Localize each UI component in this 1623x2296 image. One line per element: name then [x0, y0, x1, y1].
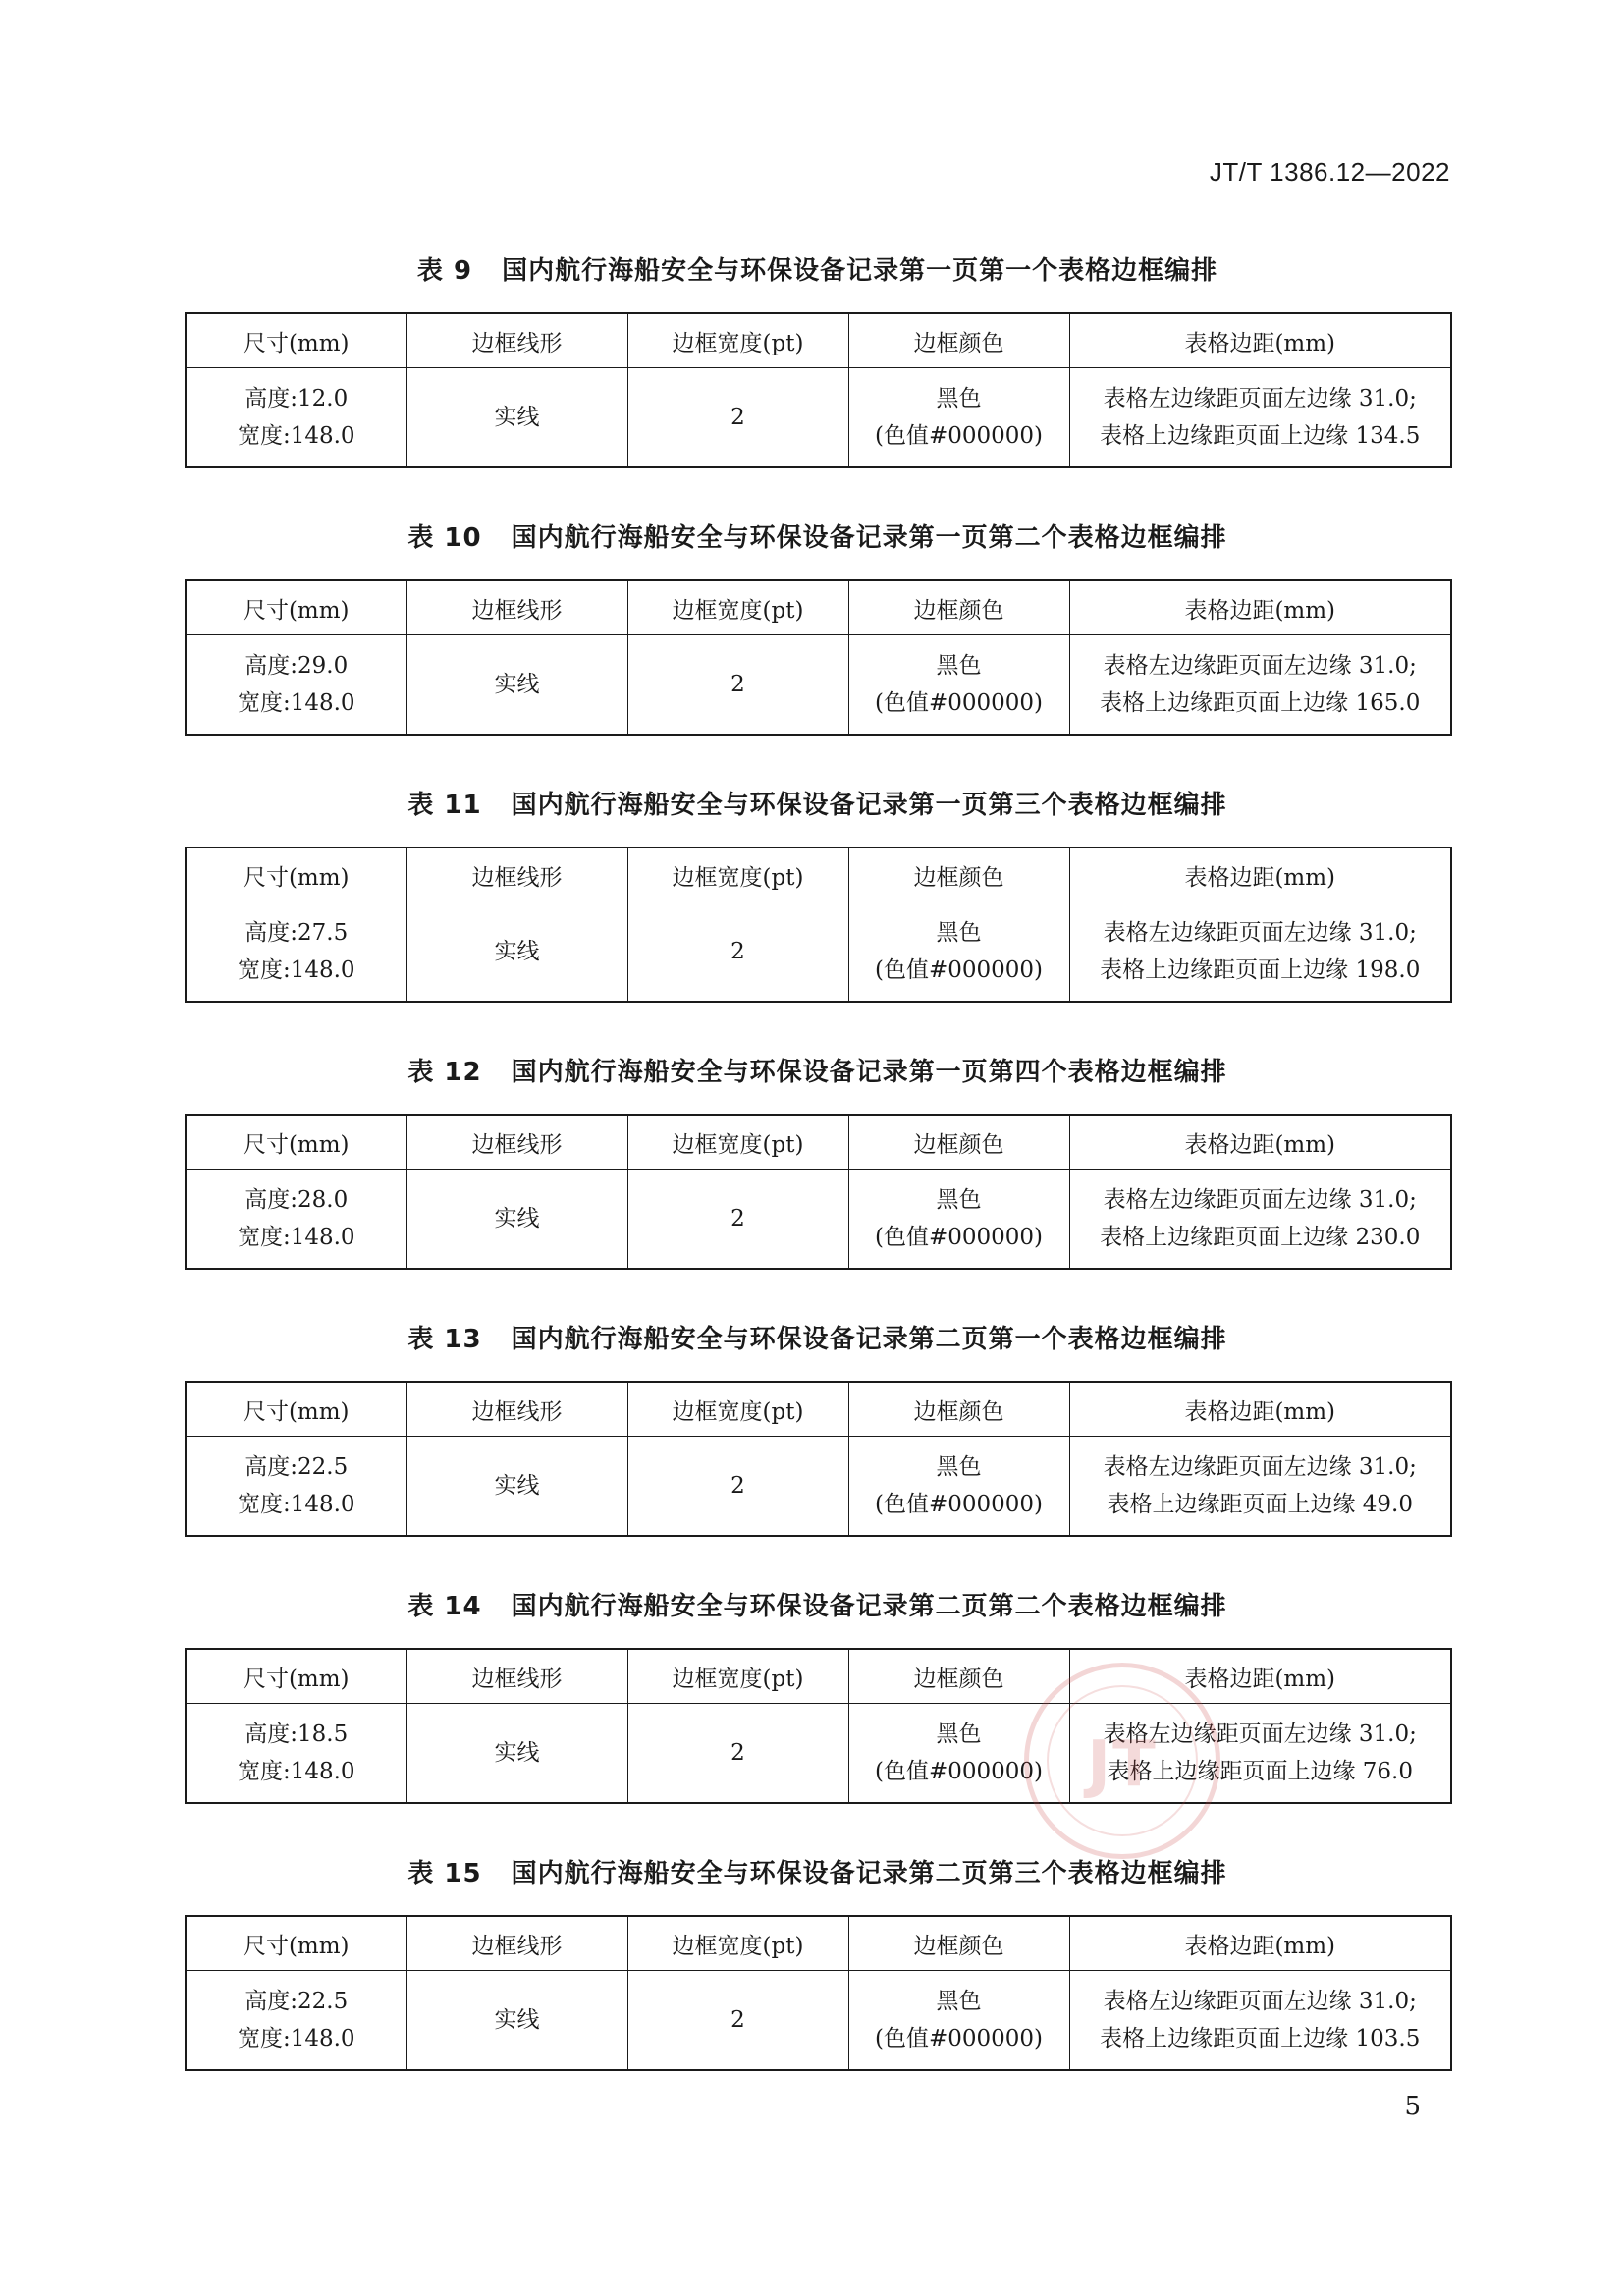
- table-title: 国内航行海船安全与环保设备记录第二页第三个表格边框编排: [511, 1859, 1227, 1888]
- cell-color-value: (色值#000000): [874, 1759, 1044, 1784]
- table-caption: [185, 519, 1450, 558]
- header-margin: 表格边距(mm): [1069, 1649, 1451, 1704]
- table-number: 表 10: [407, 523, 482, 553]
- cell-color: 黑色: [936, 1722, 982, 1747]
- table-number: 表 15: [407, 1859, 482, 1888]
- cell-width: 宽度:148.0: [237, 2026, 355, 2051]
- cell-margin-top: 表格上边缘距页面上边缘 76.0: [1107, 1759, 1414, 1784]
- cell-width: 宽度:148.0: [237, 1225, 355, 1250]
- cell-margin-left: 表格左边缘距页面左边缘 31.0;: [1103, 920, 1417, 946]
- cell-border-color: [848, 1704, 1069, 1804]
- table-caption: [185, 1320, 1450, 1359]
- header-size: 尺寸(mm): [186, 847, 406, 902]
- cell-width: 宽度:148.0: [237, 957, 355, 983]
- header-border-width: 边框宽度(pt): [627, 847, 848, 902]
- table-block: [185, 1320, 1450, 1537]
- spec-table: [185, 847, 1452, 1003]
- cell-color-value: (色值#000000): [874, 957, 1044, 983]
- cell-line-style: 实线: [406, 368, 627, 468]
- table-caption: [185, 1854, 1450, 1893]
- table-block: [185, 251, 1450, 468]
- header-size: 尺寸(mm): [186, 1649, 406, 1704]
- table-title: 国内航行海船安全与环保设备记录第二页第一个表格边框编排: [511, 1325, 1227, 1354]
- cell-size: [186, 902, 406, 1003]
- table-row: [186, 1704, 1451, 1804]
- cell-border-color: [848, 1971, 1069, 2071]
- header-border-color: 边框颜色: [848, 313, 1069, 368]
- cell-color: 黑色: [936, 386, 982, 411]
- cell-margin-left: 表格左边缘距页面左边缘 31.0;: [1103, 1989, 1417, 2014]
- header-line-style: 边框线形: [406, 313, 627, 368]
- header-border-width: 边框宽度(pt): [627, 580, 848, 635]
- table-row: [186, 1971, 1451, 2071]
- cell-color-value: (色值#000000): [874, 1225, 1044, 1250]
- table-number: 表 11: [407, 791, 482, 820]
- cell-margin: [1069, 1704, 1451, 1804]
- cell-margin: [1069, 902, 1451, 1003]
- header-margin: 表格边距(mm): [1069, 1115, 1451, 1170]
- cell-color-value: (色值#000000): [874, 1492, 1044, 1517]
- header-margin: 表格边距(mm): [1069, 847, 1451, 902]
- header-line-style: 边框线形: [406, 847, 627, 902]
- table-caption: [185, 251, 1450, 291]
- header-size: 尺寸(mm): [186, 1916, 406, 1971]
- table-caption: [185, 786, 1450, 825]
- cell-margin-top: 表格上边缘距页面上边缘 198.0: [1100, 957, 1421, 983]
- cell-border-color: [848, 1437, 1069, 1537]
- cell-margin-top: 表格上边缘距页面上边缘 134.5: [1100, 423, 1421, 449]
- header-border-width: 边框宽度(pt): [627, 313, 848, 368]
- cell-border-width: 2: [627, 1437, 848, 1537]
- cell-size: [186, 635, 406, 736]
- header-border-color: 边框颜色: [848, 1382, 1069, 1437]
- cell-size: [186, 1971, 406, 2071]
- header-size: 尺寸(mm): [186, 1382, 406, 1437]
- cell-size: [186, 368, 406, 468]
- cell-border-width: 2: [627, 368, 848, 468]
- spec-table: [185, 1114, 1452, 1270]
- table-header-row: [186, 847, 1451, 902]
- table-block: [185, 519, 1450, 736]
- cell-height: 高度:22.5: [244, 1989, 349, 2014]
- table-caption: [185, 1053, 1450, 1092]
- cell-border-color: [848, 635, 1069, 736]
- header-line-style: 边框线形: [406, 1649, 627, 1704]
- header-margin: 表格边距(mm): [1069, 1382, 1451, 1437]
- cell-border-color: [848, 1170, 1069, 1270]
- cell-margin: [1069, 1437, 1451, 1537]
- cell-margin: [1069, 1971, 1451, 2071]
- header-border-color: 边框颜色: [848, 1916, 1069, 1971]
- stamp-logo-text: JT: [1087, 1728, 1158, 1801]
- header-size: 尺寸(mm): [186, 313, 406, 368]
- table-title: 国内航行海船安全与环保设备记录第一页第三个表格边框编排: [511, 791, 1227, 820]
- header-size: 尺寸(mm): [186, 580, 406, 635]
- cell-line-style: 实线: [406, 1971, 627, 2071]
- table-row: [186, 1437, 1451, 1537]
- table-number: 表 12: [407, 1058, 482, 1087]
- table-header-row: [186, 1916, 1451, 1971]
- cell-width: 宽度:148.0: [237, 1759, 355, 1784]
- cell-color: 黑色: [936, 1454, 982, 1480]
- table-title: 国内航行海船安全与环保设备记录第二页第二个表格边框编排: [511, 1592, 1227, 1621]
- cell-size: [186, 1437, 406, 1537]
- cell-border-width: 2: [627, 1704, 848, 1804]
- cell-height: 高度:27.5: [244, 920, 349, 946]
- spec-table: [185, 579, 1452, 736]
- header-line-style: 边框线形: [406, 580, 627, 635]
- document-code: JT/T 1386.12—2022: [1209, 157, 1450, 187]
- spec-table: [185, 1381, 1452, 1537]
- cell-width: 宽度:148.0: [237, 690, 355, 716]
- cell-line-style: 实线: [406, 902, 627, 1003]
- cell-line-style: 实线: [406, 1170, 627, 1270]
- cell-color-value: (色值#000000): [874, 423, 1044, 449]
- cell-margin-top: 表格上边缘距页面上边缘 49.0: [1107, 1492, 1414, 1517]
- cell-margin-top: 表格上边缘距页面上边缘 230.0: [1100, 1225, 1421, 1250]
- table-block: [185, 786, 1450, 1003]
- cell-margin-left: 表格左边缘距页面左边缘 31.0;: [1103, 1722, 1417, 1747]
- table-number: 表 9: [416, 256, 473, 286]
- table-header-row: [186, 1382, 1451, 1437]
- header-border-color: 边框颜色: [848, 1649, 1069, 1704]
- cell-width: 宽度:148.0: [237, 1492, 355, 1517]
- table-number: 表 14: [407, 1592, 482, 1621]
- table-row: [186, 635, 1451, 736]
- spec-table: [185, 1915, 1452, 2071]
- table-header-row: [186, 580, 1451, 635]
- header-border-color: 边框颜色: [848, 1115, 1069, 1170]
- cell-height: 高度:12.0: [244, 386, 349, 411]
- table-header-row: [186, 1649, 1451, 1704]
- cell-margin-left: 表格左边缘距页面左边缘 31.0;: [1103, 653, 1417, 679]
- table-title: 国内航行海船安全与环保设备记录第一页第二个表格边框编排: [511, 523, 1227, 553]
- cell-height: 高度:18.5: [244, 1722, 349, 1747]
- header-margin: 表格边距(mm): [1069, 313, 1451, 368]
- cell-height: 高度:28.0: [244, 1187, 349, 1213]
- cell-color: 黑色: [936, 920, 982, 946]
- header-border-color: 边框颜色: [848, 580, 1069, 635]
- table-row: [186, 368, 1451, 468]
- cell-color: 黑色: [936, 1187, 982, 1213]
- cell-size: [186, 1704, 406, 1804]
- header-border-color: 边框颜色: [848, 847, 1069, 902]
- cell-border-width: 2: [627, 902, 848, 1003]
- table-row: [186, 1170, 1451, 1270]
- header-size: 尺寸(mm): [186, 1115, 406, 1170]
- spec-table: [185, 312, 1452, 468]
- cell-margin-top: 表格上边缘距页面上边缘 165.0: [1100, 690, 1421, 716]
- table-header-row: [186, 1115, 1451, 1170]
- header-line-style: 边框线形: [406, 1115, 627, 1170]
- cell-height: 高度:29.0: [244, 653, 349, 679]
- cell-border-width: 2: [627, 1170, 848, 1270]
- header-margin: 表格边距(mm): [1069, 1916, 1451, 1971]
- table-block: [185, 1053, 1450, 1270]
- table-header-row: [186, 313, 1451, 368]
- cell-margin-left: 表格左边缘距页面左边缘 31.0;: [1103, 1187, 1417, 1213]
- header-margin: 表格边距(mm): [1069, 580, 1451, 635]
- spec-table: [185, 1648, 1452, 1804]
- table-row: [186, 902, 1451, 1003]
- cell-color-value: (色值#000000): [874, 690, 1044, 716]
- table-number: 表 13: [407, 1325, 482, 1354]
- cell-margin-left: 表格左边缘距页面左边缘 31.0;: [1103, 1454, 1417, 1480]
- table-block: [185, 1854, 1450, 2071]
- header-border-width: 边框宽度(pt): [627, 1916, 848, 1971]
- cell-margin-left: 表格左边缘距页面左边缘 31.0;: [1103, 386, 1417, 411]
- cell-line-style: 实线: [406, 635, 627, 736]
- cell-color-value: (色值#000000): [874, 2026, 1044, 2051]
- table-block: [185, 1587, 1450, 1804]
- cell-color: 黑色: [936, 1989, 982, 2014]
- cell-line-style: 实线: [406, 1437, 627, 1537]
- cell-border-width: 2: [627, 635, 848, 736]
- cell-border-width: 2: [627, 1971, 848, 2071]
- header-border-width: 边框宽度(pt): [627, 1382, 848, 1437]
- cell-height: 高度:22.5: [244, 1454, 349, 1480]
- cell-margin: [1069, 368, 1451, 468]
- cell-width: 宽度:148.0: [237, 423, 355, 449]
- cell-margin: [1069, 1170, 1451, 1270]
- cell-border-color: [848, 902, 1069, 1003]
- cell-border-color: [848, 368, 1069, 468]
- cell-size: [186, 1170, 406, 1270]
- cell-line-style: 实线: [406, 1704, 627, 1804]
- cell-color: 黑色: [936, 653, 982, 679]
- table-caption: [185, 1587, 1450, 1626]
- table-title: 国内航行海船安全与环保设备记录第一页第一个表格边框编排: [502, 256, 1218, 286]
- header-line-style: 边框线形: [406, 1382, 627, 1437]
- cell-margin: [1069, 635, 1451, 736]
- header-border-width: 边框宽度(pt): [627, 1649, 848, 1704]
- page-number: 5: [1404, 2092, 1421, 2121]
- table-title: 国内航行海船安全与环保设备记录第一页第四个表格边框编排: [511, 1058, 1227, 1087]
- header-border-width: 边框宽度(pt): [627, 1115, 848, 1170]
- header-line-style: 边框线形: [406, 1916, 627, 1971]
- cell-margin-top: 表格上边缘距页面上边缘 103.5: [1100, 2026, 1421, 2051]
